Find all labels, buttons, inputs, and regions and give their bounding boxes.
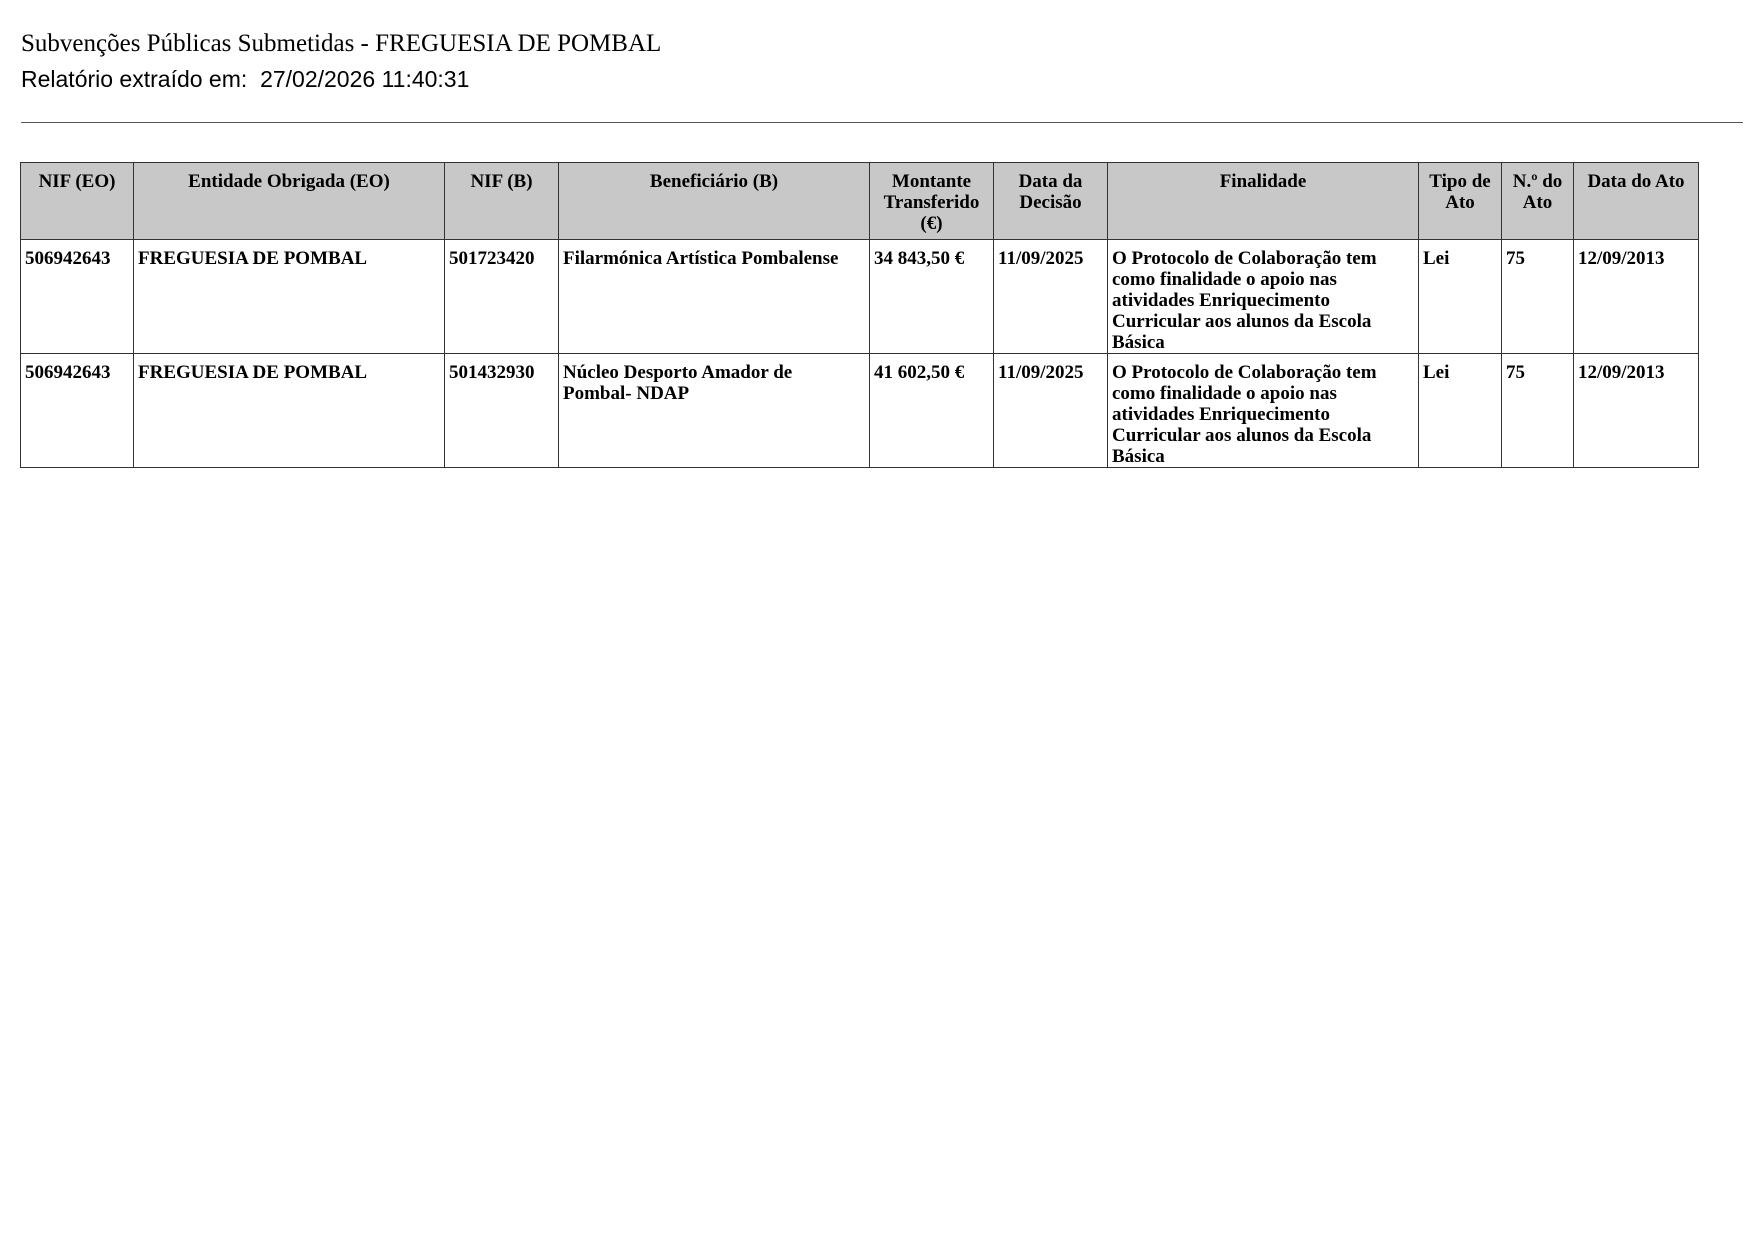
cell-nif-eo: 506942643 (21, 240, 134, 354)
table-header-row (21, 163, 1699, 240)
cell-nif-b: 501723420 (445, 240, 559, 354)
col-header-entity: Entidade Obrigada (EO) (134, 163, 445, 240)
header-divider (21, 122, 1743, 123)
table-row (21, 354, 1699, 468)
col-header-purpose: Finalidade (1108, 163, 1419, 240)
cell-act-date: 12/09/2013 (1574, 240, 1699, 354)
cell-amount: 41 602,50 € (870, 354, 994, 468)
report-title: Subvenções Públicas Submetidas - FREGUESIA DE POMBAL (21, 30, 662, 57)
cell-act-date: 12/09/2013 (1574, 354, 1699, 468)
cell-purpose: O Protocolo de Colaboração tem como finalidade o apoio nas atividades Enriquecimento Curricular aos alunos da Escola Básica (1108, 354, 1419, 468)
cell-entity: FREGUESIA DE POMBAL (134, 354, 445, 468)
col-header-amount: Montante Transferido (€) (870, 163, 994, 240)
col-header-decision-date: Data da Decisão (994, 163, 1108, 240)
col-header-nif-b: NIF (B) (445, 163, 559, 240)
cell-amount: 34 843,50 € (870, 240, 994, 354)
col-header-act-date: Data do Ato (1574, 163, 1699, 240)
cell-decision-date: 11/09/2025 (994, 240, 1108, 354)
cell-purpose: O Protocolo de Colaboração tem como finalidade o apoio nas atividades Enriquecimento Curricular aos alunos da Escola Básica (1108, 240, 1419, 354)
col-header-nif-eo: NIF (EO) (21, 163, 134, 240)
cell-act-number: 75 (1502, 354, 1574, 468)
cell-nif-eo: 506942643 (21, 354, 134, 468)
cell-nif-b: 501432930 (445, 354, 559, 468)
col-header-act-number: N.º do Ato (1502, 163, 1574, 240)
cell-act-type: Lei (1419, 240, 1502, 354)
col-header-act-type: Tipo de Ato (1419, 163, 1502, 240)
cell-beneficiary: Núcleo Desporto Amador de Pombal- NDAP (559, 354, 870, 468)
col-header-beneficiary: Beneficiário (B) (559, 163, 870, 240)
report-extraction-info (21, 65, 469, 93)
grants-table (20, 162, 1699, 468)
extracted-datetime: 27/02/2026 11:40:31 (260, 66, 470, 92)
cell-act-type: Lei (1419, 354, 1502, 468)
cell-decision-date: 11/09/2025 (994, 354, 1108, 468)
cell-beneficiary: Filarmónica Artística Pombalense (559, 240, 870, 354)
cell-entity: FREGUESIA DE POMBAL (134, 240, 445, 354)
cell-act-number: 75 (1502, 240, 1574, 354)
table-row (21, 240, 1699, 354)
extracted-label: Relatório extraído em: (21, 66, 248, 92)
